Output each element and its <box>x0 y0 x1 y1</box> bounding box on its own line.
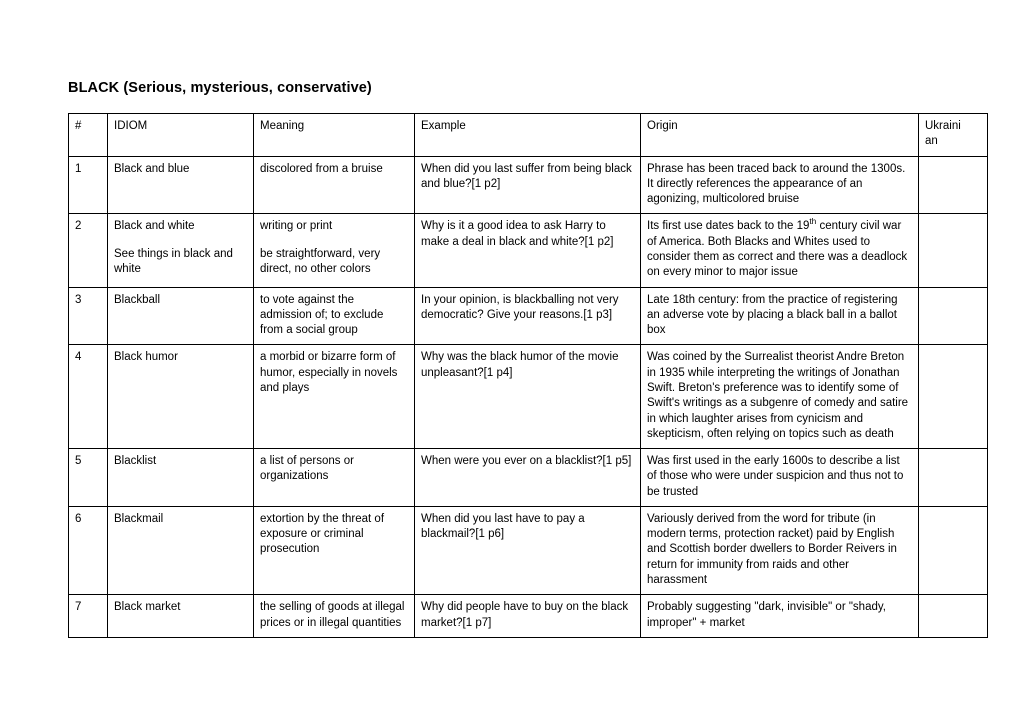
idioms-table-container <box>68 113 961 638</box>
cell-example: When did you last have to pay a blackmail?[1 p6] <box>415 506 641 594</box>
cell-ukrainian <box>919 156 988 214</box>
cell-meaning: discolored from a bruise <box>254 156 415 214</box>
table-row <box>69 506 988 594</box>
cell-idiom <box>108 214 254 287</box>
cell-origin: Probably suggesting "dark, invisible" or "shady, improper" + market <box>641 595 919 638</box>
column-header-ukrainian-line1: Ukraini <box>925 120 961 132</box>
table-row <box>69 156 988 214</box>
column-header-example: Example <box>415 114 641 157</box>
cell-idiom: Blackball <box>108 287 254 345</box>
cell-origin: Was first used in the early 1600s to describe a list of those who were under suspicion and thus not to be trusted <box>641 449 919 507</box>
cell-meaning-primary: writing or print <box>260 220 333 233</box>
table-row <box>69 345 988 449</box>
cell-number: 3 <box>69 287 108 345</box>
table-header-row <box>69 114 988 157</box>
cell-origin: Late 18th century: from the practice of registering an adverse vote by placing a black ball in a ballot box <box>641 287 919 345</box>
cell-meaning: to vote against the admission of; to exclude from a social group <box>254 287 415 345</box>
cell-meaning: the selling of goods at illegal prices or in illegal quantities <box>254 595 415 638</box>
cell-ukrainian <box>919 449 988 507</box>
cell-origin: Was coined by the Surrealist theorist Andre Breton in 1935 while interpreting the writings of Jonathan Swift. Breton's preference was to identify some of Swift's writings as a subgenre of comedy and satire in which laughter arises from cynicism and skepticism, often relying on topics such as death <box>641 345 919 449</box>
cell-ukrainian <box>919 287 988 345</box>
column-header-meaning: Meaning <box>254 114 415 157</box>
cell-number: 5 <box>69 449 108 507</box>
table-body <box>69 156 988 637</box>
cell-origin <box>641 214 919 287</box>
table-row <box>69 449 988 507</box>
cell-idiom-primary: Black and white <box>114 220 195 233</box>
cell-origin: Phrase has been traced back to around the 1300s. It directly references the appearance of an agonizing, multicolored bruise <box>641 156 919 214</box>
cell-idiom: Blackmail <box>108 506 254 594</box>
cell-number: 6 <box>69 506 108 594</box>
cell-number: 2 <box>69 214 108 287</box>
cell-origin: Variously derived from the word for tribute (in modern terms, protection racket) paid by English and Scottish border dwellers to Border Reivers in return for immunity from raids and other harassment <box>641 506 919 594</box>
page-title: BLACK (Serious, mysterious, conservative) <box>68 80 372 96</box>
cell-number: 1 <box>69 156 108 214</box>
cell-idiom: Black and blue <box>108 156 254 214</box>
cell-example: When did you last suffer from being black and blue?[1 p2] <box>415 156 641 214</box>
column-header-origin: Origin <box>641 114 919 157</box>
idioms-table <box>68 113 988 638</box>
cell-meaning: a morbid or bizarre form of humor, especially in novels and plays <box>254 345 415 449</box>
cell-origin-post: century civil war of America. Both Blacks and Whites used to consider them as correct and there was a deadlock on every minor to major issue <box>647 220 908 279</box>
cell-number: 7 <box>69 595 108 638</box>
table-row <box>69 595 988 638</box>
table-header <box>69 114 988 157</box>
cell-meaning-secondary: be straightforward, very direct, no other colors <box>260 247 381 275</box>
cell-idiom: Black humor <box>108 345 254 449</box>
cell-meaning: a list of persons or organizations <box>254 449 415 507</box>
cell-origin-ordinal: th <box>809 217 817 227</box>
table-row <box>69 287 988 345</box>
cell-idiom-secondary: See things in black and white <box>114 247 233 275</box>
cell-idiom: Black market <box>108 595 254 638</box>
cell-example: Why did people have to buy on the black market?[1 p7] <box>415 595 641 638</box>
cell-example: Why was the black humor of the movie unpleasant?[1 p4] <box>415 345 641 449</box>
cell-example: When were you ever on a blacklist?[1 p5] <box>415 449 641 507</box>
column-header-ukrainian <box>919 114 988 157</box>
cell-meaning: extortion by the threat of exposure or criminal prosecution <box>254 506 415 594</box>
cell-ukrainian <box>919 595 988 638</box>
column-header-ukrainian-line2: an <box>925 135 938 148</box>
cell-ukrainian <box>919 214 988 287</box>
cell-example: Why is it a good idea to ask Harry to make a deal in black and white?[1 p2] <box>415 214 641 287</box>
cell-idiom: Blacklist <box>108 449 254 507</box>
cell-number: 4 <box>69 345 108 449</box>
table-row <box>69 214 988 287</box>
cell-ukrainian <box>919 345 988 449</box>
cell-origin-pre: Its first use dates back to the 19 <box>647 220 810 233</box>
cell-ukrainian <box>919 506 988 594</box>
column-header-number: # <box>69 114 108 157</box>
cell-example: In your opinion, is blackballing not very democratic? Give your reasons.[1 p3] <box>415 287 641 345</box>
column-header-idiom: IDIOM <box>108 114 254 157</box>
cell-meaning <box>254 214 415 287</box>
